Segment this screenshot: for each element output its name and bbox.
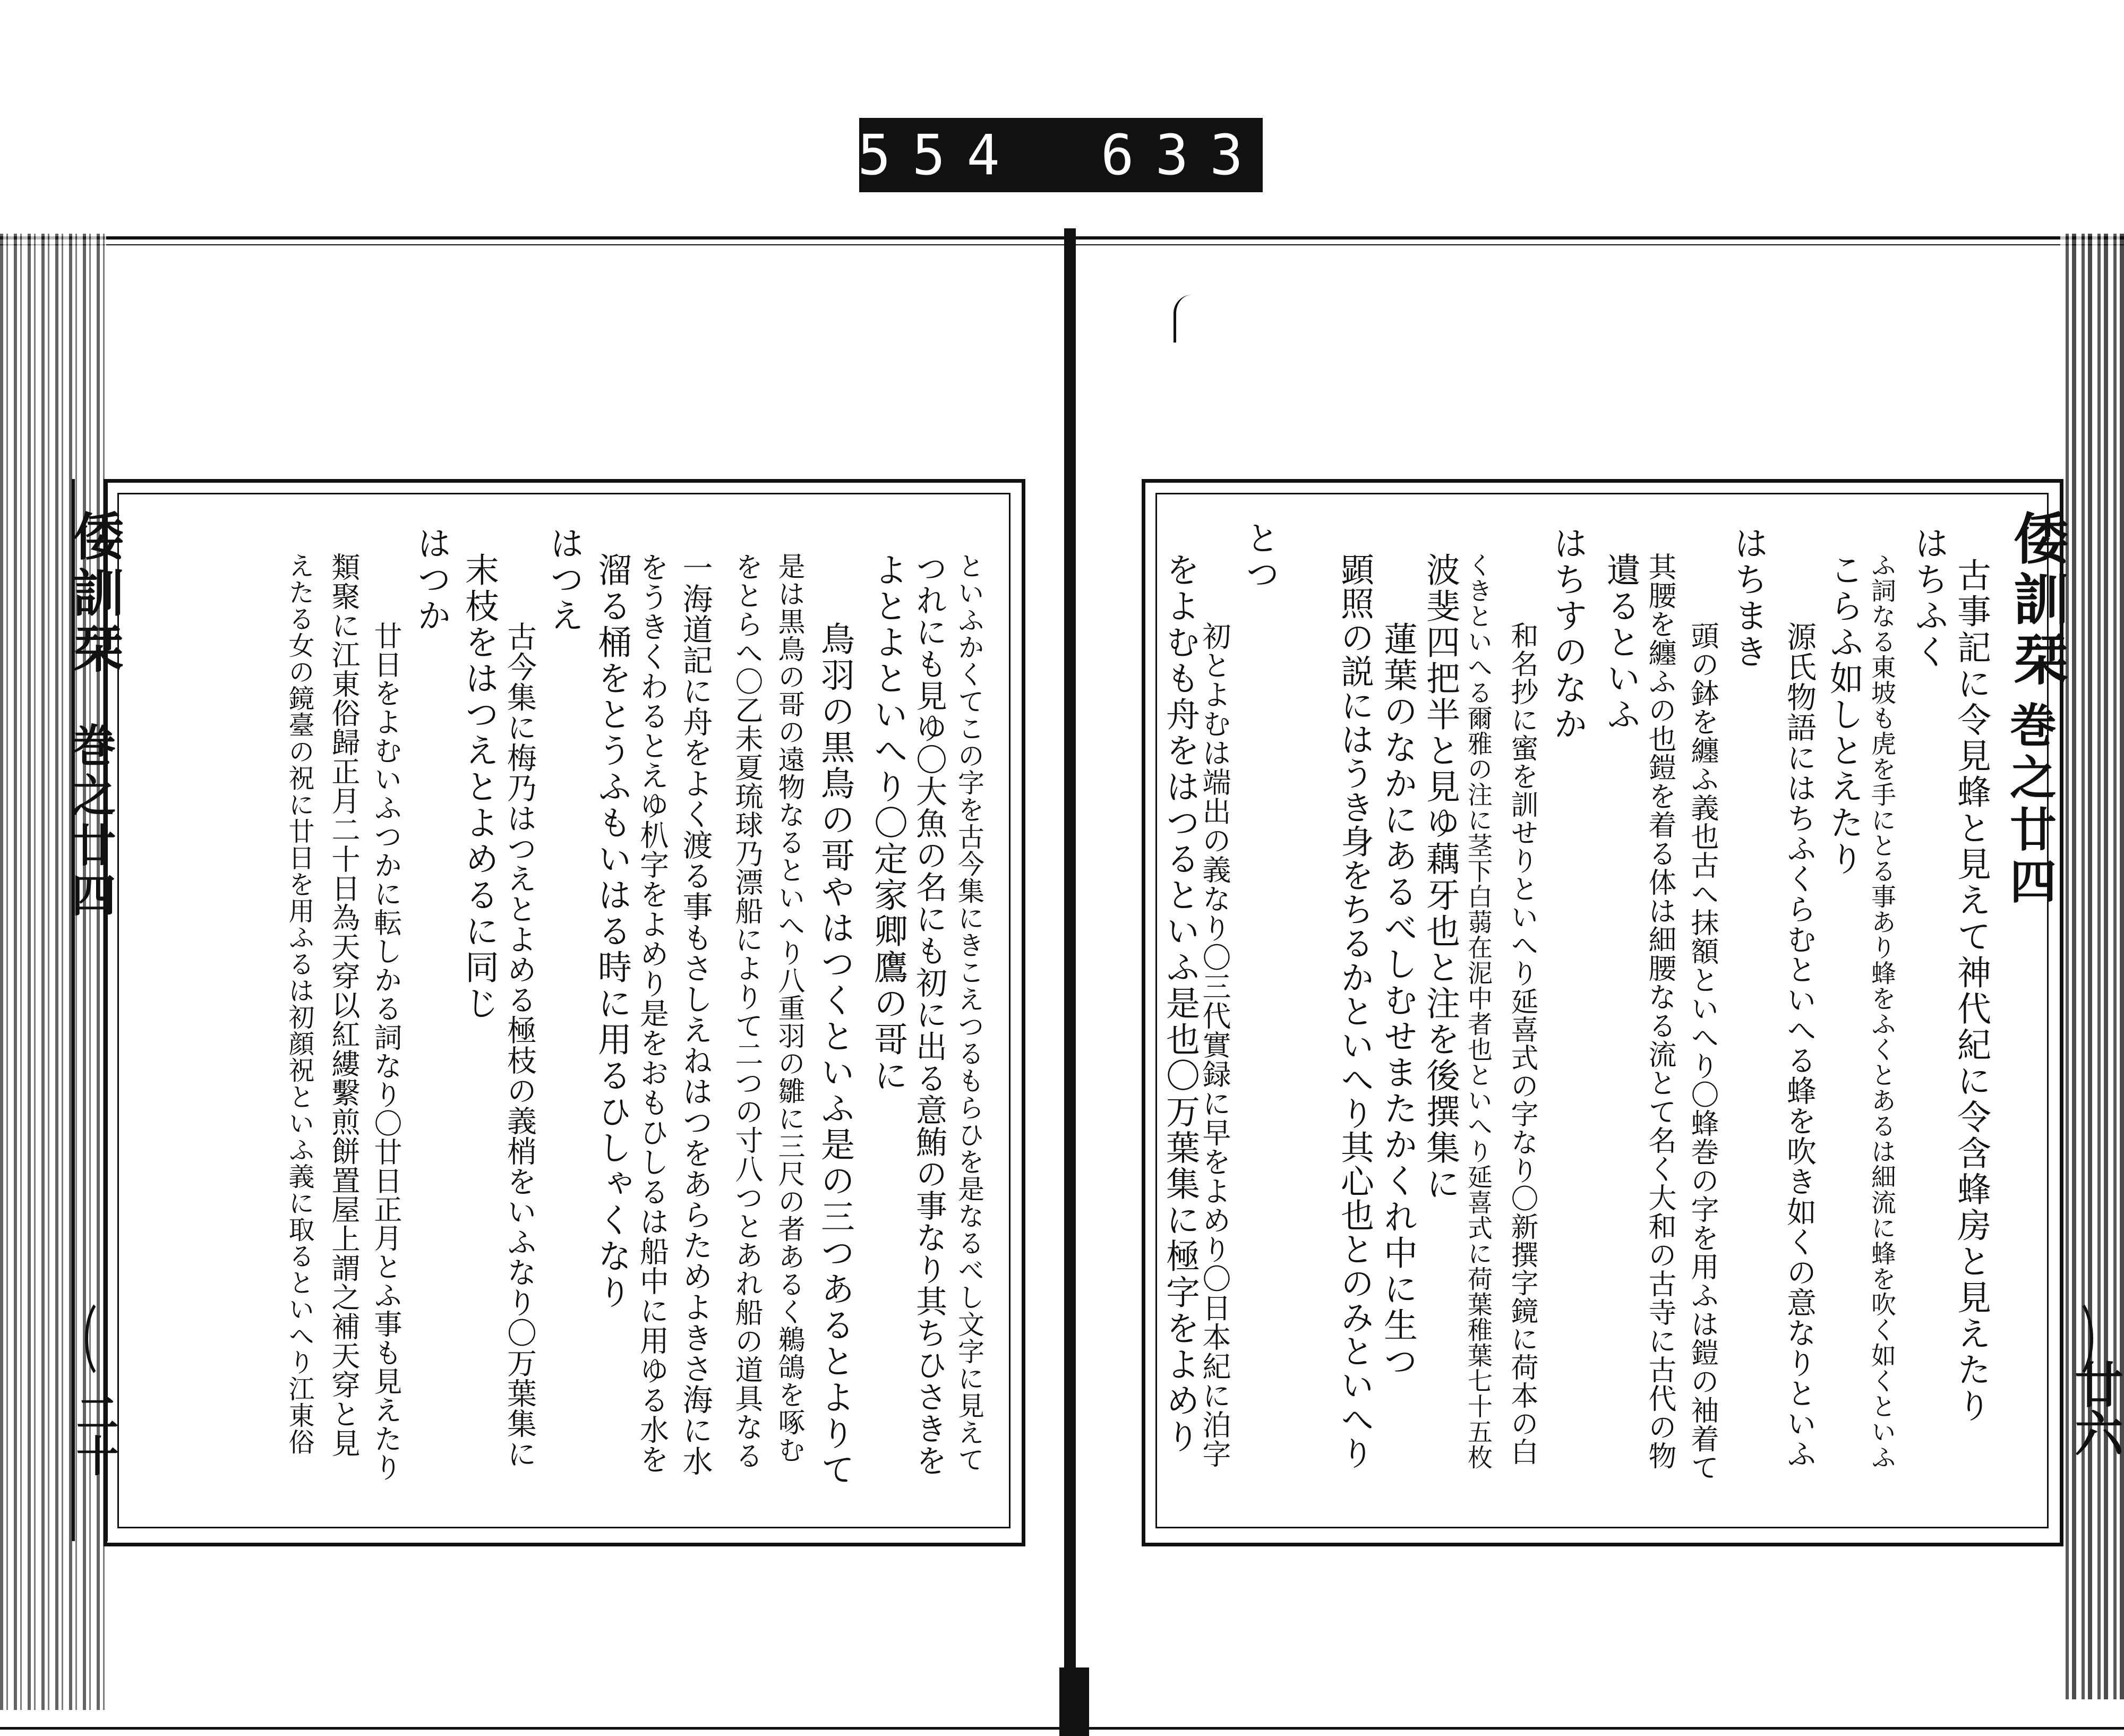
text-column: 一海道記に舟をよく渡る事もさしえねはつをあらためよきさ海に水 — [678, 552, 713, 1476]
text-column: といふかくてこの字を古今集にきこえつるもらひを是なるべし文字に見えて — [954, 552, 984, 1473]
left-page-number: 二十 — [69, 1391, 119, 1476]
text-column: こらふ如しとえたり — [1824, 552, 1863, 877]
text-column: 其腰を纏ふの也鎧を着る体は細腰なる流とて名く大和の古寺に古代の物 — [1644, 552, 1676, 1470]
text-column: 古事記に令見蜂と見えて神代紀に令含蜂房と見えたり — [1951, 558, 1991, 1424]
text-column: 遺るといふ — [1601, 552, 1640, 733]
right-page-volume: 巻之廿四 — [2002, 701, 2058, 909]
text-column: はつか — [412, 526, 451, 634]
text-column: ふ詞なる東坡も虎を手にとる事あり蜂をふくとあるは細流に蜂を吹く如くといふ — [1867, 552, 1896, 1470]
text-column: はちまき — [1728, 526, 1768, 670]
text-column: 頭の鉢を纏ふ義也古へ抹額といへり〇蜂巻の字を用ふは鎧の袖着て — [1686, 621, 1719, 1482]
text-column: えたる女の鏡臺の祝に廿日を用ふるは初顔祝といふ義に取るといへり江東俗 — [285, 552, 315, 1455]
right-page-number: 廿六 — [2067, 1359, 2124, 1457]
text-column: はちふく — [1909, 526, 1948, 670]
frame-number-left: 554 — [858, 123, 1021, 187]
spine-foot — [1059, 1667, 1089, 1736]
text-column: 波斐四把半と見ゆ藕牙也と注を後撰集に — [1420, 552, 1460, 1202]
text-column: 廿日をよむいふつかに転しかる詞なり〇廿日正月とふ事も見えたり — [370, 621, 402, 1482]
top-mark — [1174, 295, 1192, 343]
text-column: とつ — [1240, 520, 1279, 593]
frame-number-right: 633 — [1101, 123, 1264, 187]
text-column: 蓮葉のなかにあるべしむせまたかくれ中に生つ — [1378, 621, 1417, 1380]
text-column: をとらへ〇乙未夏琉球乃漂船によりて二つの寸八つとあれ船の道具なる — [731, 552, 763, 1470]
text-column: 類聚に江東俗歸正月二十日為天穿以紅縷繫煎餅置屋上謂之補天穿と見 — [327, 552, 361, 1458]
text-column: 溜る桶をとうふもいはる時に用るひしゃくなり — [592, 552, 631, 1311]
text-column: 古今集に梅乃はつえとよめる極枝の義梢をいふなり〇万葉集に — [502, 621, 537, 1469]
left-page-title: 倭訓栞 — [65, 510, 125, 679]
right-book-edge — [2060, 234, 2124, 1699]
frame-number-plate — [859, 118, 1263, 192]
left-page-volume: 巻之廿四 — [64, 722, 117, 922]
right-page-title: 倭訓栞 — [2004, 510, 2069, 691]
text-column: 鳥羽の黒鳥の哥やはつくといふ是の三つあるとよりて — [815, 621, 854, 1488]
text-column: はちすのなか — [1548, 526, 1587, 742]
left-page-circle — [85, 1296, 129, 1382]
text-column: 和名抄に蜜を訓せりといへり延喜式の字なり〇新撰字鏡に荷本の白 — [1506, 621, 1538, 1466]
text-column: 末枝をはつえとよめるに同じ — [459, 552, 499, 1022]
text-column: よとよといへり〇定家卿鷹の哥に — [868, 552, 907, 1094]
text-column: 顕照の説にはうき身をちるかといへり其心也とのみといへり — [1335, 552, 1374, 1470]
top-rule-thin — [0, 244, 2124, 245]
text-column: 是は黒鳥の哥の遠物なるといへり八重羽の雛に三尺の者あるく鵜鴿を啄む — [773, 552, 804, 1464]
book-spine — [1064, 228, 1076, 1710]
text-column: 初とよむは端出の義なり〇三代實録に早をよめり〇日本紀に泊字 — [1198, 621, 1231, 1468]
text-column: をよむも舟をはつるといふ是也〇万葉集に極字をよめり — [1160, 552, 1200, 1455]
text-column: はつえ — [544, 526, 584, 634]
text-column: 源氏物語にはちふくらむといへる蜂を吹き如くの意なりといふ — [1782, 621, 1817, 1469]
text-column: つれにも見ゆ〇大魚の名にも初に出る意鮪の事なり其ちひさきを — [911, 552, 947, 1476]
text-column: をうきくわるとえゆ朳字をよめり是をおもひしるは船中に用ゆる水を — [635, 552, 669, 1474]
top-rule — [0, 236, 2124, 240]
text-column: くきといへる爾雅の注に茎下白蒻在泥中者也といへり延喜式に荷葉稚葉七十五枚 — [1463, 552, 1493, 1470]
